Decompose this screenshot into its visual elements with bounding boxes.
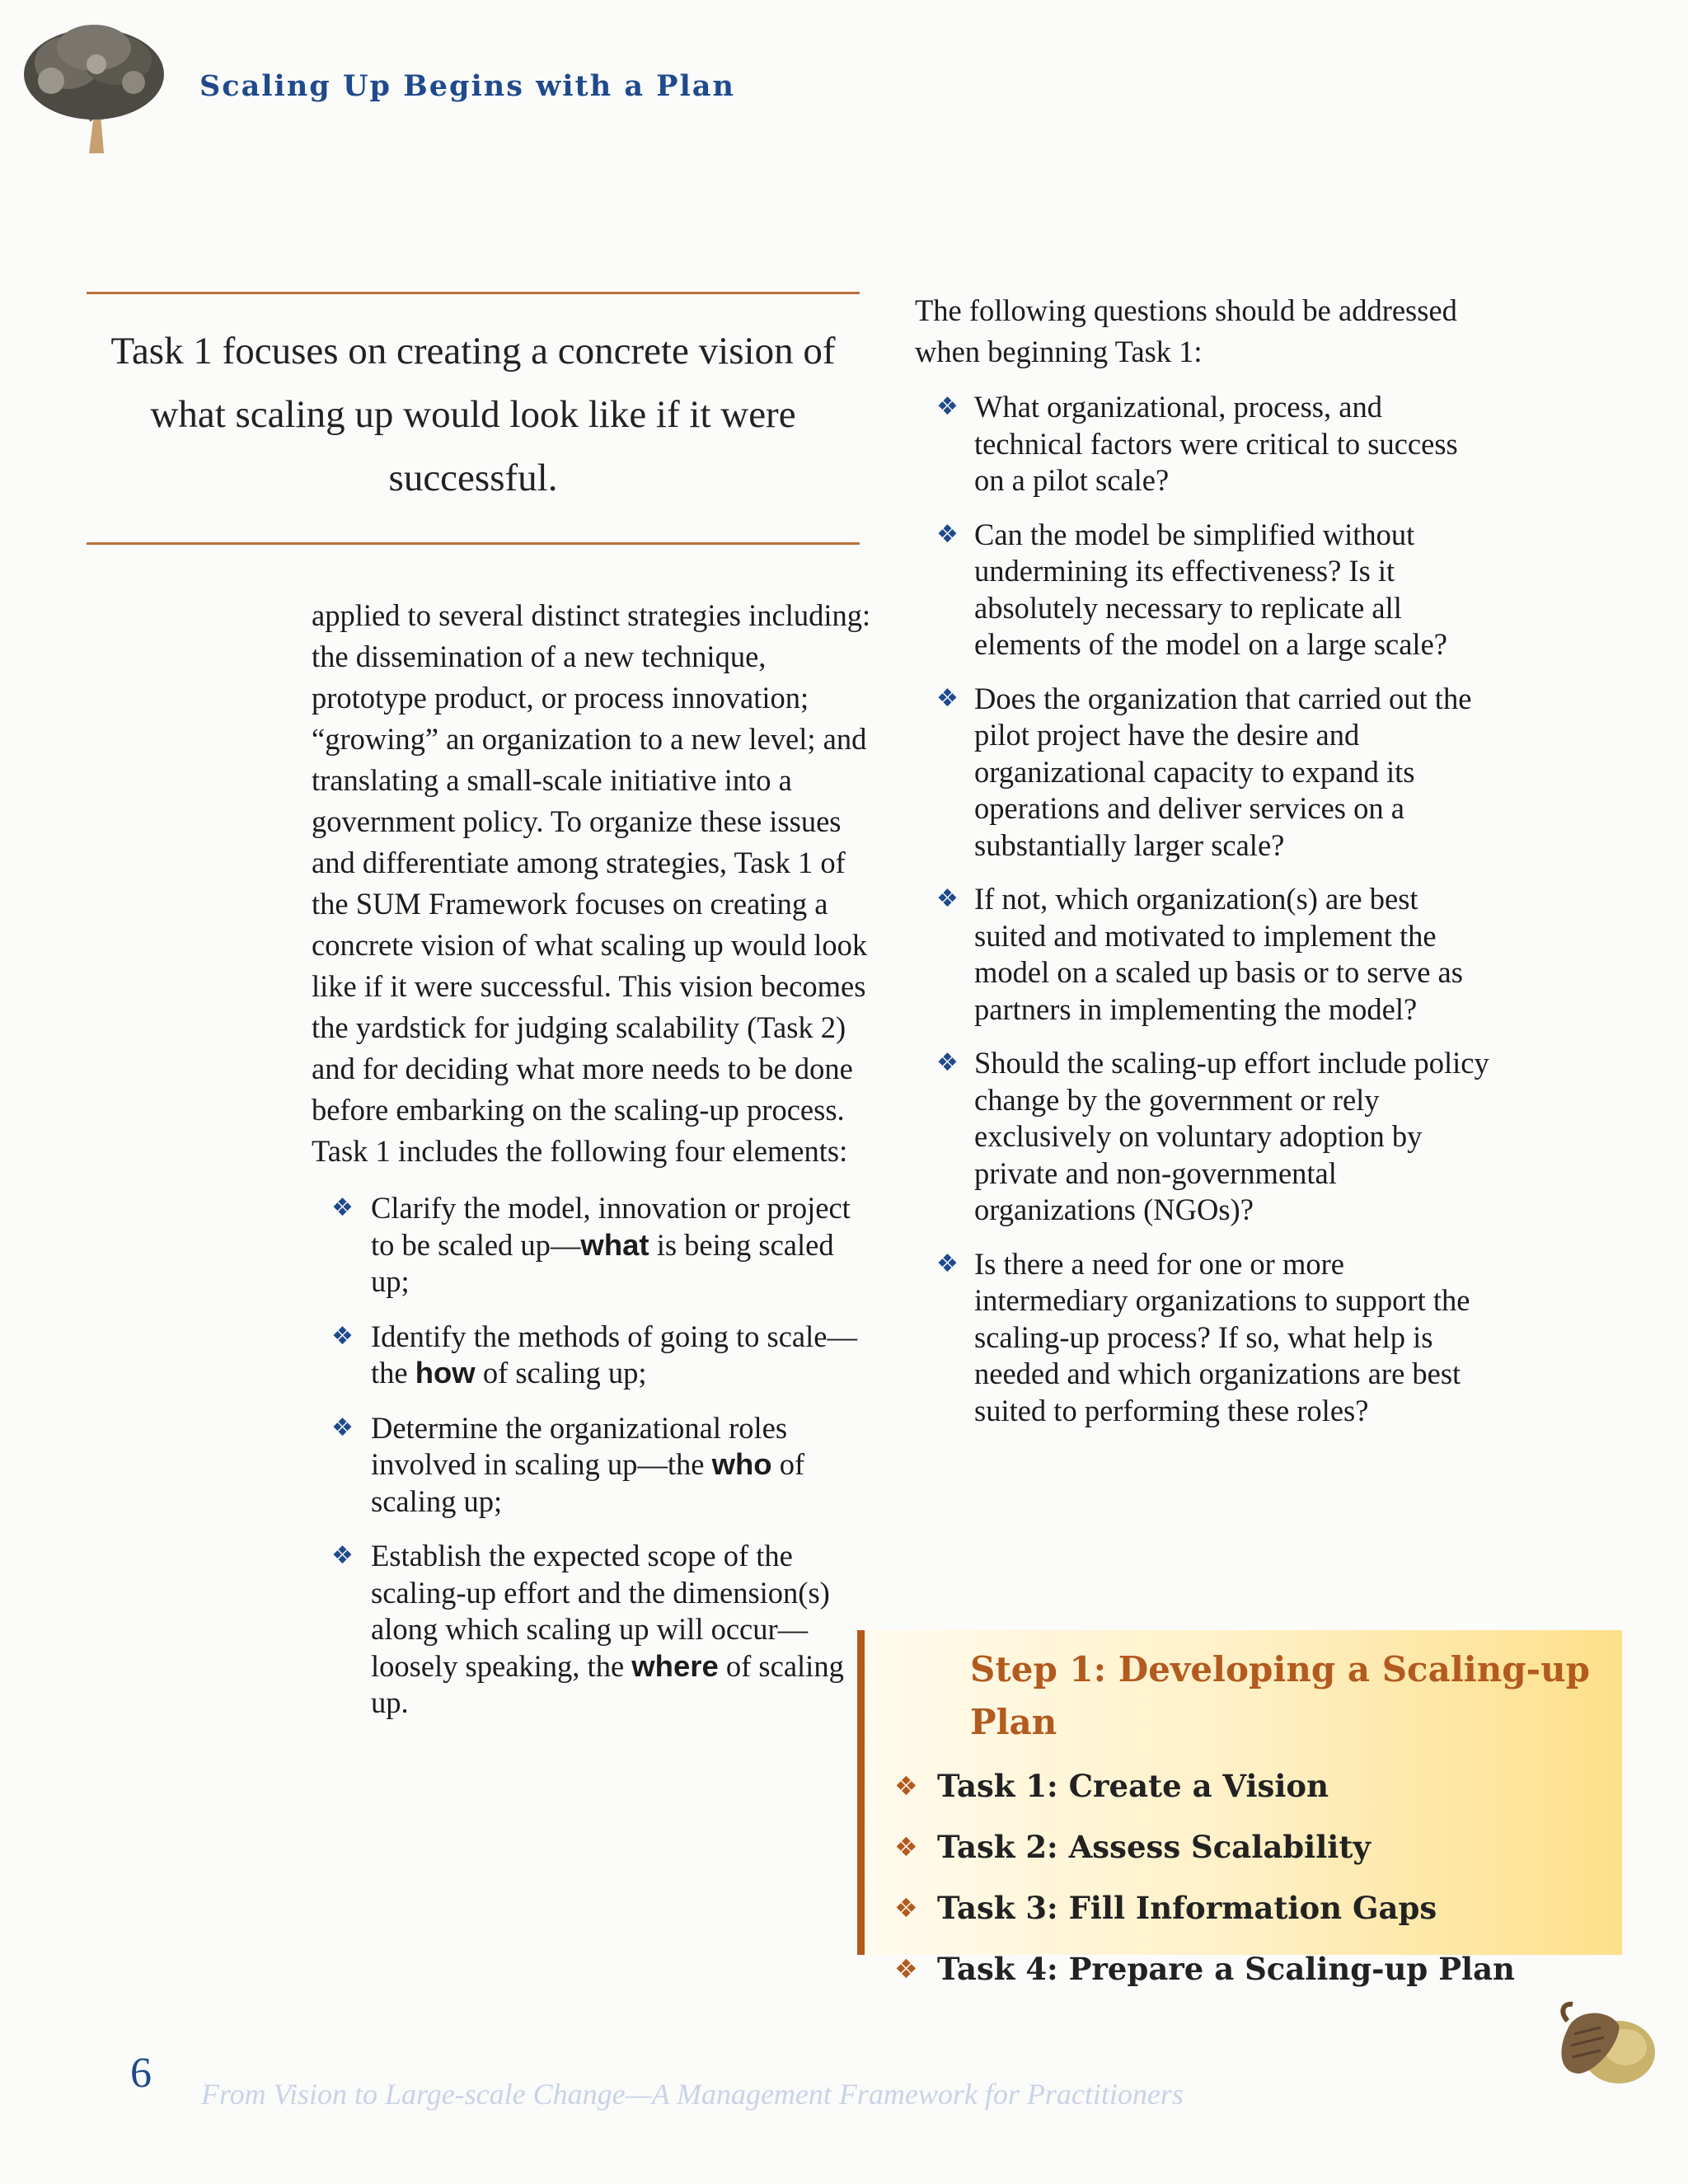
pullquote-bottom-rule [87,542,860,545]
diamond-bullet-icon: ❖ [331,1541,354,1570]
diamond-bullet-icon: ❖ [936,884,959,913]
running-header-title: Scaling Up Begins with a Plan [199,69,735,103]
list-item: ❖ If not, which organization(s) are best suited and motivated to implement the model on a scaled up basis or to serve as partners in implementing the model? [936,882,1463,1026]
list-item: ❖ Does the organization that carried out the pilot project have the desire and organizational capacity to expand its operations and deliver services on a substantially larger scale? [936,681,1472,862]
diamond-bullet-icon: ❖ [894,1831,918,1863]
oak-tree-icon [18,15,166,155]
keyword-how: how [415,1356,476,1390]
body-paragraph: applied to several distinct strategies including: the dissemination of a new technique, prototype product, or process innovation; “growing” an organization to a new level; and translating a small-scale initiative into a government policy. To organize these issues and differentiate among strategies, Task 1 of the SUM Framework focuses on creating a concrete vision of what scaling up would look like if it were successful. This vision becomes the yardstick for judging scalability (Task 2) and for deciding what more needs to be done before embarking on the scaling-up process. Task 1 includes the following four elements: [312,598,871,1168]
list-item: ❖ Identify the methods of going to scale—the how of scaling up; [331,1319,857,1390]
list-item: ❖ Clarify the model, innovation or project to be scaled up—what is being scaled up; [331,1191,851,1298]
pullquote-top-rule [87,292,860,294]
diamond-bullet-icon: ❖ [936,1249,959,1278]
left-column [312,595,872,1740]
diamond-bullet-icon: ❖ [936,683,959,713]
diamond-bullet-icon: ❖ [936,519,959,549]
diamond-bullet-icon: ❖ [331,1193,354,1222]
diamond-bullet-icon: ❖ [894,1953,918,1985]
diamond-bullet-icon: ❖ [936,1048,959,1077]
list-item: ❖ Task 4: Prepare a Scaling-up Plan [894,1938,1622,1999]
acorn-icon [1543,1988,1658,2095]
diamond-bullet-icon: ❖ [894,1892,918,1924]
pullquote: Task 1 focuses on creating a concrete vision of what scaling up would look like if it were successful. [110,330,836,499]
footer-publication-title: From Vision to Large-scale Change—A Management Framework for Practitioners [201,2078,1184,2111]
diamond-bullet-icon: ❖ [331,1321,354,1351]
diamond-bullet-icon: ❖ [331,1413,354,1442]
right-column [915,290,1492,1446]
list-item: ❖ Can the model be simplified without undermining its effectiveness? Is it absolutely necessary to replicate all elements of the model on a large scale? [936,517,1447,661]
list-item: ❖ Task 1: Create a Vision [894,1755,1622,1816]
list-item: ❖ Determine the organizational roles involved in scaling up—the who of scaling up; [331,1410,805,1518]
questions-intro: The following questions should be addressed when beginning Task 1: [915,293,1457,368]
list-item: ❖ Is there a need for one or more intermediary organizations to support the scaling-up process? If so, what help is needed and which organizations are best suited to performing these roles? [936,1246,1470,1427]
page-number: 6 [130,2050,152,2097]
diamond-bullet-icon: ❖ [936,392,959,421]
list-item: ❖ Task 2: Assess Scalability [894,1816,1622,1877]
list-item: ❖ What organizational, process, and technical factors were critical to success on a pilot scale? [936,390,1458,497]
keyword-what: what [580,1227,649,1262]
list-item: ❖ Should the scaling-up effort include policy change by the government or rely exclusively on voluntary adoption by private and non-governmental organizations (NGOs)? [936,1046,1489,1226]
diamond-bullet-icon: ❖ [894,1770,918,1802]
step-task-list [894,1755,1622,1999]
step-box-title: Step 1: Developing a Scaling-up Plan [970,1649,1590,1742]
keyword-where: where [631,1648,719,1683]
keyword-who: who [711,1447,772,1481]
questions-list [915,389,1492,1429]
task1-elements-list [312,1190,872,1722]
list-item: ❖ Task 3: Fill Information Gaps [894,1877,1622,1938]
list-item: ❖ Establish the expected scope of the scaling-up effort and the dimension(s) along which scaling up will occur—loosely speaking, the where of scaling up. [331,1539,844,1719]
step-1-sidebar-box [857,1630,1622,1987]
